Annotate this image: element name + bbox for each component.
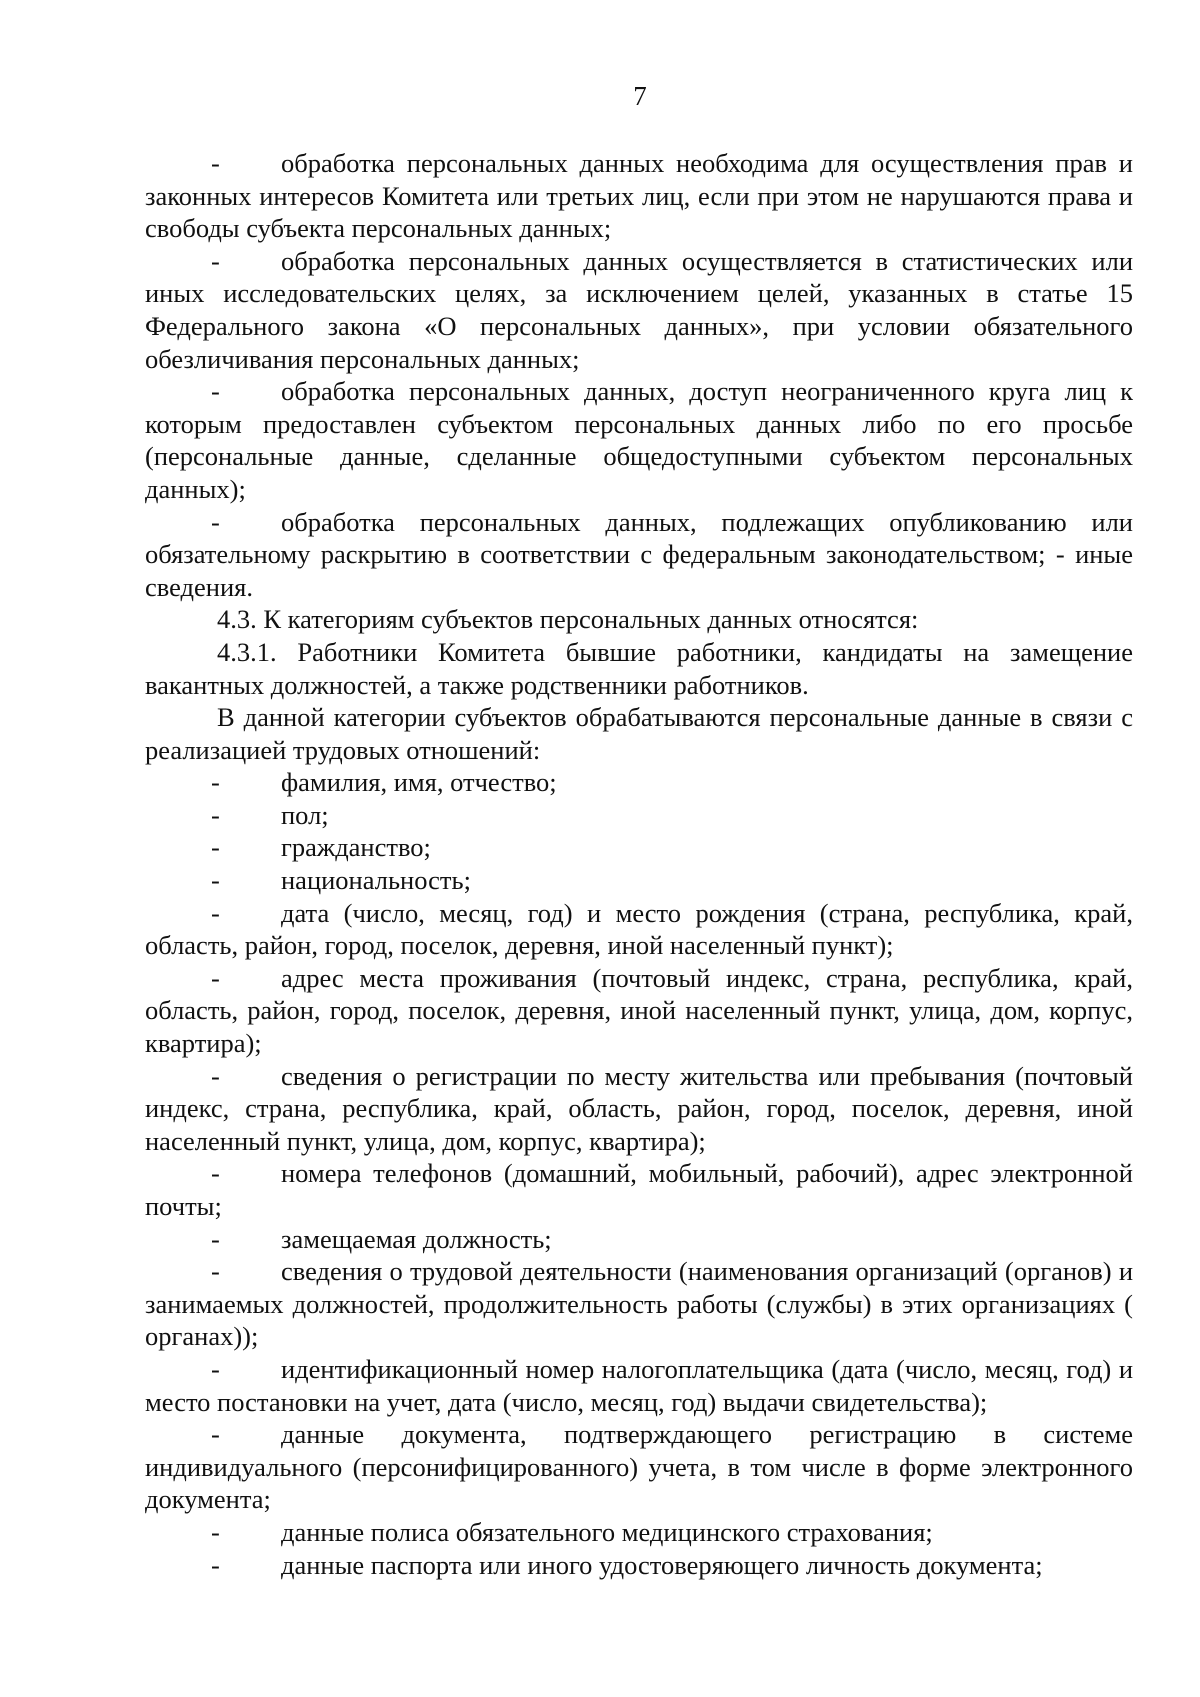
list-dash: - [211,1158,220,1189]
list-item-text: обработка персональных данных, доступ неограниченного круга лиц к которым предоставлен субъектом персональных данных либо по его просьбе (персональные данные, сделанные общедоступными субъектом персональных данных); [145,376,1133,504]
list-item-text: обработка персональных данных осуществляется в статистических или иных исследовательских целях, за исключением целей, указанных в статье 15 Федерального закона «О персональных данных», при условии обязательного обезличивания персональных данных; [145,245,1133,374]
list-item-text: замещаемая должность; [281,1223,552,1254]
list-dash: - [211,897,220,928]
list-item [145,1549,1133,1582]
list-dash: - [211,832,220,863]
list-item-text: данные полиса обязательного медицинского страхования; [281,1516,933,1547]
document-body [145,147,1133,1581]
list-item [145,799,1133,832]
list-item [145,897,1133,962]
list-item-text: идентификационный номер налогоплательщика (дата (число, месяц, год) и место постановки на учет, дата (число, месяц, год) выдачи свидетельства); [145,1353,1133,1417]
page-number: 7 [633,81,647,111]
list-item [145,1516,1133,1549]
list-item [145,766,1133,799]
list-item-text: национальность; [281,865,471,896]
list-item-text: обработка персональных данных, подлежащих опубликованию или обязательному раскрытию в соответствии с федеральным законодательством; - иные сведения. [145,506,1133,602]
list-item [145,864,1133,897]
list-dash: - [211,148,220,178]
list-item [145,506,1133,604]
list-dash: - [211,1419,220,1450]
list-dash: - [211,1353,220,1384]
list-dash: - [211,767,220,798]
paragraph: 4.3. К категориям субъектов персональных данных относятся: [217,604,919,635]
list-dash: - [211,865,220,896]
list-item-text: сведения о регистрации по месту жительства или пребывания (почтовый индекс, страна, республика, край, область, район, город, поселок, деревня, иной населенный пункт, улица, дом, корпус, квартира); [145,1060,1133,1156]
list-dash: - [211,1256,220,1287]
list-dash: - [211,799,220,830]
list-item [145,831,1133,864]
list-dash: - [211,376,220,407]
list-item-text: сведения о трудовой деятельности (наименования организаций (органов) и занимаемых должностей, продолжительность работы (службы) в этих организациях ( органах)); [145,1256,1133,1352]
list-item [145,375,1133,505]
list-dash: - [211,1549,220,1580]
list-item [145,1157,1133,1222]
list-item-text: гражданство; [281,832,431,863]
list-item-text: пол; [281,799,329,830]
list-item [145,1255,1133,1353]
list-item-text: дата (число, месяц, год) и место рождения (страна, республика, край, область, район, город, поселок, деревня, иной населенный пункт); [145,897,1133,961]
list-dash: - [211,962,220,993]
list-item [145,1060,1133,1158]
list-dash: - [211,1516,220,1547]
list-item [145,245,1133,375]
list-item [145,1353,1133,1418]
list-dash: - [211,506,220,537]
list-item [145,1418,1133,1516]
list-item [145,1223,1133,1256]
list-item-text: адрес места проживания (почтовый индекс, страна, республика, край, область, район, город, поселок, деревня, иной населенный пункт, улица, дом, корпус, квартира); [145,962,1133,1059]
list-dash: - [211,245,220,276]
list-item [145,147,1133,245]
list-dash: - [211,1223,220,1254]
list-dash: - [211,1060,220,1091]
list-item-text: данные паспорта или иного удостоверяющего личность документа; [281,1549,1043,1580]
list-item [145,962,1133,1060]
list-item-text: обработка персональных данных необходима для осуществления прав и законных интересов Комитета или третьих лиц, если при этом не нарушаются права и свободы субъекта персональных данных; [145,148,1133,244]
list-item-text: фамилия, имя, отчество; [281,767,557,798]
paragraph: 4.3.1. Работники Комитета бывшие работники, кандидаты на замещение вакантных должностей, а также родственники работников. [145,636,1133,700]
list-item-text: данные документа, подтверждающего регистрацию в системе индивидуального (персонифицированного) учета, в том числе в форме электронного документа; [145,1419,1133,1515]
paragraph: В данной категории субъектов обрабатываются персональные данные в связи с реализацией трудовых отношений: [145,702,1133,765]
list-item-text: номера телефонов (домашний, мобильный, рабочий), адрес электронной почты; [145,1158,1133,1221]
